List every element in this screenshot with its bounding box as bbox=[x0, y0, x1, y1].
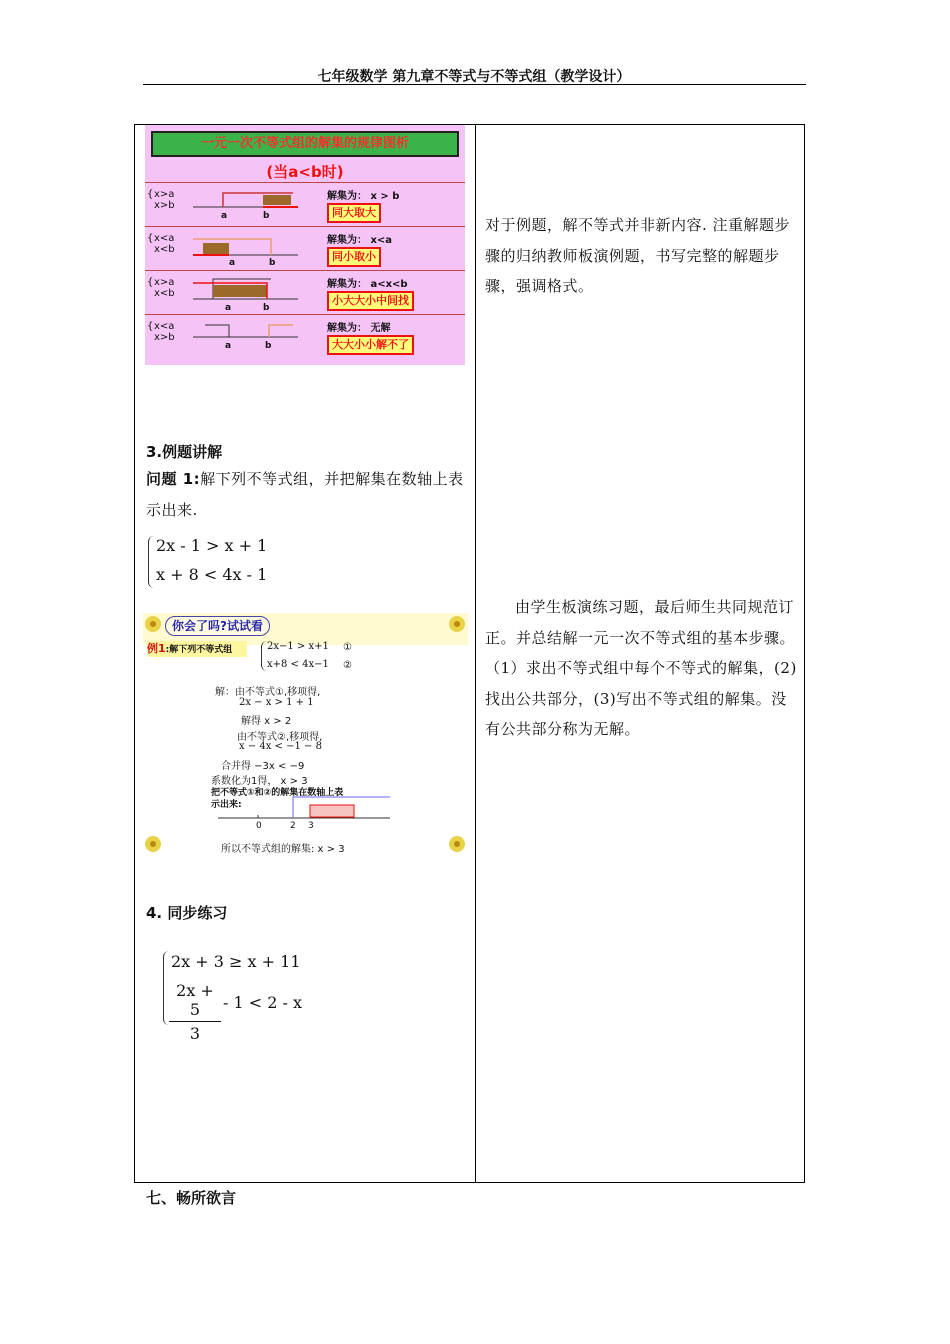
teaching-note-1: 对于例题，解不等式并非新内容. 注重解题步骤的归纳教师板演例题，书写完整的解题步骤，强调格式。 bbox=[485, 216, 791, 295]
sys-line: x>a bbox=[154, 189, 175, 200]
pattern-figure bbox=[145, 125, 465, 365]
axis-label: 3 bbox=[308, 821, 314, 831]
flower-icon bbox=[448, 835, 466, 853]
sys-line: x>a bbox=[154, 277, 175, 288]
flower-icon bbox=[144, 615, 162, 633]
solution-step: 示出来: bbox=[211, 800, 242, 810]
solution-step: x − 4x < −1 − 8 bbox=[239, 741, 322, 752]
rule-tag: 大大小小解不了 bbox=[327, 335, 414, 355]
answer-text: 解集为： a<x<b bbox=[327, 279, 408, 290]
example-label: 例1:解下列不等式组 bbox=[147, 641, 247, 657]
label-a: a bbox=[221, 211, 228, 221]
pattern-row-4: { x<a x>b a b 解集为： 无解 大大小小解不了 bbox=[145, 314, 465, 359]
answer-text: 解集为： x > b bbox=[327, 191, 400, 202]
answer-text: 解集为： x<a bbox=[327, 235, 393, 246]
question-text: 解下列不等式组，并把解集在数轴上表示出来. bbox=[146, 470, 464, 519]
number-line-diagram bbox=[193, 187, 303, 215]
answer-text: 解集为： 无解 bbox=[327, 323, 391, 334]
section-7-heading: 七、畅所欲言 bbox=[146, 1189, 237, 1207]
pattern-row-2: { x<a x<b a b 解集为： x<a 同小取小 bbox=[145, 226, 465, 271]
question-label: 问题 1: bbox=[146, 470, 201, 488]
sys-line: x<a bbox=[154, 321, 175, 332]
solution-step: 解：由不等式①,移项得, bbox=[215, 687, 321, 698]
sys-line: x<a bbox=[154, 233, 175, 244]
label-a: a bbox=[229, 258, 236, 268]
number-line-diagram bbox=[193, 319, 303, 345]
try-it-bubble: 你会了吗?试试看 bbox=[165, 616, 270, 636]
label-b: b bbox=[263, 303, 270, 313]
example-eq-1: 2x−1 > x+1 bbox=[267, 641, 329, 652]
sys-line: x>b bbox=[154, 200, 175, 211]
solution-step: 解得 x > 2 bbox=[241, 716, 292, 727]
question-1 bbox=[146, 464, 466, 525]
label-b: b bbox=[269, 258, 276, 268]
rule-tag: 小大大小中间找 bbox=[327, 291, 414, 311]
pattern-figure-title: 一元一次不等式组的解集的规律图析 bbox=[151, 131, 459, 157]
solution-step: 由不等式②,移项得, bbox=[237, 732, 323, 743]
example-eq-2: x+8 < 4x−1 bbox=[267, 659, 329, 670]
example-figure bbox=[143, 613, 468, 861]
pattern-row-3: { x>a x<b a b 解集为： a<x<b 小大大小中间找 bbox=[145, 270, 465, 315]
label-b: b bbox=[263, 211, 270, 221]
pattern-figure-subtitle: (当a<b时) bbox=[266, 163, 344, 181]
column-divider bbox=[475, 125, 476, 1182]
axis-label: 2 bbox=[290, 821, 296, 831]
pattern-row-1 bbox=[145, 182, 465, 227]
solution-step: 合并得 −3x < −9 bbox=[221, 761, 305, 772]
lesson-table bbox=[134, 124, 805, 1183]
number-line-diagram bbox=[193, 275, 303, 305]
solution-number-line bbox=[218, 795, 393, 827]
solution-conclusion: 所以不等式组的解集: x > 3 bbox=[221, 844, 345, 855]
sys-line: x<b bbox=[154, 244, 175, 255]
flower-icon bbox=[144, 835, 162, 853]
exercise-equation-1: 2x + 3 ≥ x + 11 bbox=[171, 952, 301, 971]
fraction-numerator: 2x + 5 bbox=[176, 981, 214, 1019]
rule-tag: 同大取大 bbox=[327, 203, 381, 223]
mark-2: ② bbox=[343, 660, 352, 671]
sys-line: x>b bbox=[154, 332, 175, 343]
exercise-equation-2-rest: - 1 < 2 - x bbox=[223, 993, 303, 1012]
header-rule bbox=[143, 84, 806, 85]
solution-step: 把不等式①和②的解集在数轴上表 bbox=[211, 788, 344, 798]
number-line-diagram bbox=[193, 231, 303, 259]
section-4-heading: 4. 同步练习 bbox=[146, 904, 228, 922]
label-a: a bbox=[225, 303, 232, 313]
system: { bbox=[147, 189, 154, 200]
exercise-fraction bbox=[169, 981, 221, 1043]
flower-icon bbox=[448, 615, 466, 633]
system-brace bbox=[148, 536, 155, 588]
example-equation-2: x + 8 < 4x - 1 bbox=[156, 565, 268, 584]
sys-line: x<b bbox=[154, 288, 175, 299]
label-b: b bbox=[265, 341, 272, 351]
fraction-denominator: 3 bbox=[189, 1024, 201, 1043]
solution-step: 系数化为1得， x > 3 bbox=[211, 776, 308, 787]
teaching-note-2: 由学生板演练习题，最后师生共同规范订正。并总结解一元一次不等式组的基本步骤。（1）求出不等式组中每个不等式的解集，(2)找出公共部分，(3)写出不等式组的解集。没有公共部分称为无解。 bbox=[485, 598, 797, 738]
label-a: a bbox=[225, 341, 232, 351]
section-3-heading: 3.例题讲解 bbox=[146, 443, 223, 461]
fraction-bar bbox=[169, 1021, 221, 1022]
example-equation-1: 2x - 1 > x + 1 bbox=[156, 536, 268, 555]
mark-1: ① bbox=[343, 642, 352, 653]
solution-step: 2x − x > 1 + 1 bbox=[239, 697, 314, 708]
page-header: 七年级数学 第九章不等式与不等式组（教学设计） bbox=[317, 69, 631, 85]
axis-label: 0 bbox=[256, 821, 262, 831]
rule-tag: 同小取小 bbox=[327, 247, 381, 267]
